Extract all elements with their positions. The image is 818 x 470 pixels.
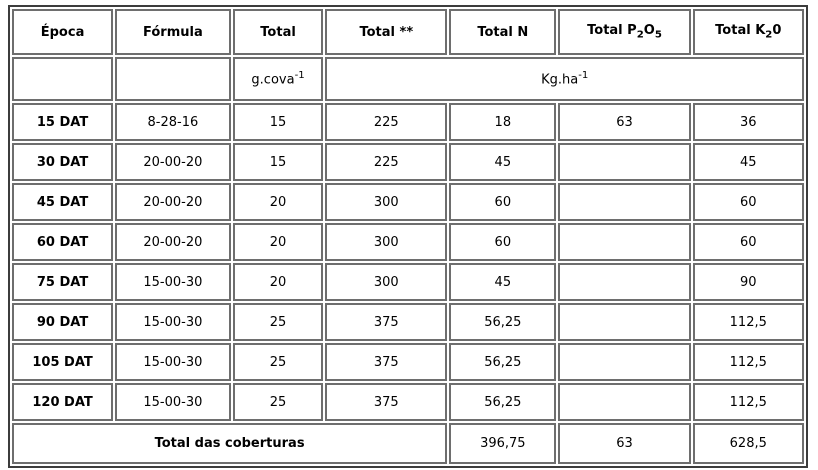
cell-formula: 20-00-20 [115, 223, 231, 261]
cell-total: 20 [233, 183, 324, 221]
cell-total-applied: 375 [325, 303, 447, 341]
footer-total-p2o5: 63 [558, 423, 690, 464]
cell-total-n: 56,25 [449, 303, 556, 341]
cell-total-p2o5 [558, 343, 690, 381]
empty-cell-epoca [12, 57, 113, 101]
cell-total: 15 [233, 103, 324, 141]
table-row [12, 303, 804, 341]
total-k2o-mid: 0 [772, 23, 782, 39]
unit-per-hectare-sup: -1 [578, 70, 589, 82]
table-row [12, 183, 804, 221]
cell-epoca: 45 DAT [12, 183, 113, 221]
cell-formula: 15-00-30 [115, 263, 231, 301]
cell-epoca: 105 DAT [12, 343, 113, 381]
cell-total: 25 [233, 303, 324, 341]
total-p2o5-mid: O [643, 23, 655, 39]
cell-total: 20 [233, 263, 324, 301]
total-k2o-base: Total K [715, 23, 766, 39]
cell-formula: 20-00-20 [115, 143, 231, 181]
footer-total-k2o: 628,5 [693, 423, 804, 464]
cell-total-n: 45 [449, 263, 556, 301]
table-row [12, 343, 804, 381]
cell-total-p2o5 [558, 263, 690, 301]
cell-total: 20 [233, 223, 324, 261]
cell-total-p2o5 [558, 143, 690, 181]
total-p2o5-sub1: 2 [636, 29, 644, 41]
cell-total-k2o: 45 [693, 143, 804, 181]
cell-epoca: 120 DAT [12, 383, 113, 421]
cell-total-applied: 225 [325, 143, 447, 181]
col-header-total: Total [233, 9, 324, 55]
cell-total-n: 56,25 [449, 383, 556, 421]
col-header-total-applied: Total ** [325, 9, 447, 55]
cell-total: 25 [233, 343, 324, 381]
col-header-formula: Fórmula [115, 9, 231, 55]
cell-total-k2o: 60 [693, 223, 804, 261]
total-p2o5-base: Total P [587, 23, 637, 39]
cell-epoca: 90 DAT [12, 303, 113, 341]
cell-epoca: 30 DAT [12, 143, 113, 181]
table-row [12, 143, 804, 181]
unit-per-plant-base: g.cova [251, 72, 295, 88]
cell-total-k2o: 90 [693, 263, 804, 301]
table-row [12, 263, 804, 301]
unit-per-plant-sup: -1 [294, 70, 305, 82]
cell-total-n: 60 [449, 183, 556, 221]
col-header-epoca: Época [12, 9, 113, 55]
cell-formula: 8-28-16 [115, 103, 231, 141]
col-header-total-n: Total N [449, 9, 556, 55]
cell-total-k2o: 112,5 [693, 343, 804, 381]
cell-epoca: 15 DAT [12, 103, 113, 141]
cell-total-p2o5 [558, 183, 690, 221]
total-k2o-sub1: 2 [765, 29, 773, 41]
col-header-total-p2o5 [558, 9, 690, 55]
cell-total-applied: 375 [325, 343, 447, 381]
fertilization-table [8, 5, 808, 468]
footer-total-n: 396,75 [449, 423, 556, 464]
unit-per-plant [233, 57, 324, 101]
empty-cell-formula [115, 57, 231, 101]
cell-total-p2o5 [558, 383, 690, 421]
cell-total-applied: 375 [325, 383, 447, 421]
cell-total-applied: 300 [325, 183, 447, 221]
footer-row [12, 423, 804, 464]
footer-label: Total das coberturas [12, 423, 447, 464]
cell-formula: 15-00-30 [115, 343, 231, 381]
table-row [12, 383, 804, 421]
cell-total: 15 [233, 143, 324, 181]
cell-epoca: 60 DAT [12, 223, 113, 261]
cell-formula: 15-00-30 [115, 383, 231, 421]
col-header-total-k2o [693, 9, 804, 55]
cell-total: 25 [233, 383, 324, 421]
cell-epoca: 75 DAT [12, 263, 113, 301]
cell-total-n: 60 [449, 223, 556, 261]
cell-total-p2o5: 63 [558, 103, 690, 141]
cell-formula: 15-00-30 [115, 303, 231, 341]
cell-total-applied: 225 [325, 103, 447, 141]
cell-total-k2o: 36 [693, 103, 804, 141]
cell-total-p2o5 [558, 303, 690, 341]
header-row [12, 9, 804, 55]
cell-total-applied: 300 [325, 223, 447, 261]
cell-total-k2o: 112,5 [693, 303, 804, 341]
cell-total-n: 45 [449, 143, 556, 181]
cell-total-n: 56,25 [449, 343, 556, 381]
table-row [12, 103, 804, 141]
cell-formula: 20-00-20 [115, 183, 231, 221]
cell-total-k2o: 112,5 [693, 383, 804, 421]
units-row [12, 57, 804, 101]
cell-total-n: 18 [449, 103, 556, 141]
cell-total-k2o: 60 [693, 183, 804, 221]
unit-per-hectare [325, 57, 804, 101]
table-row [12, 223, 804, 261]
unit-per-hectare-base: Kg.ha [541, 72, 579, 88]
cell-total-applied: 300 [325, 263, 447, 301]
cell-total-p2o5 [558, 223, 690, 261]
total-p2o5-sub2: 5 [654, 29, 662, 41]
